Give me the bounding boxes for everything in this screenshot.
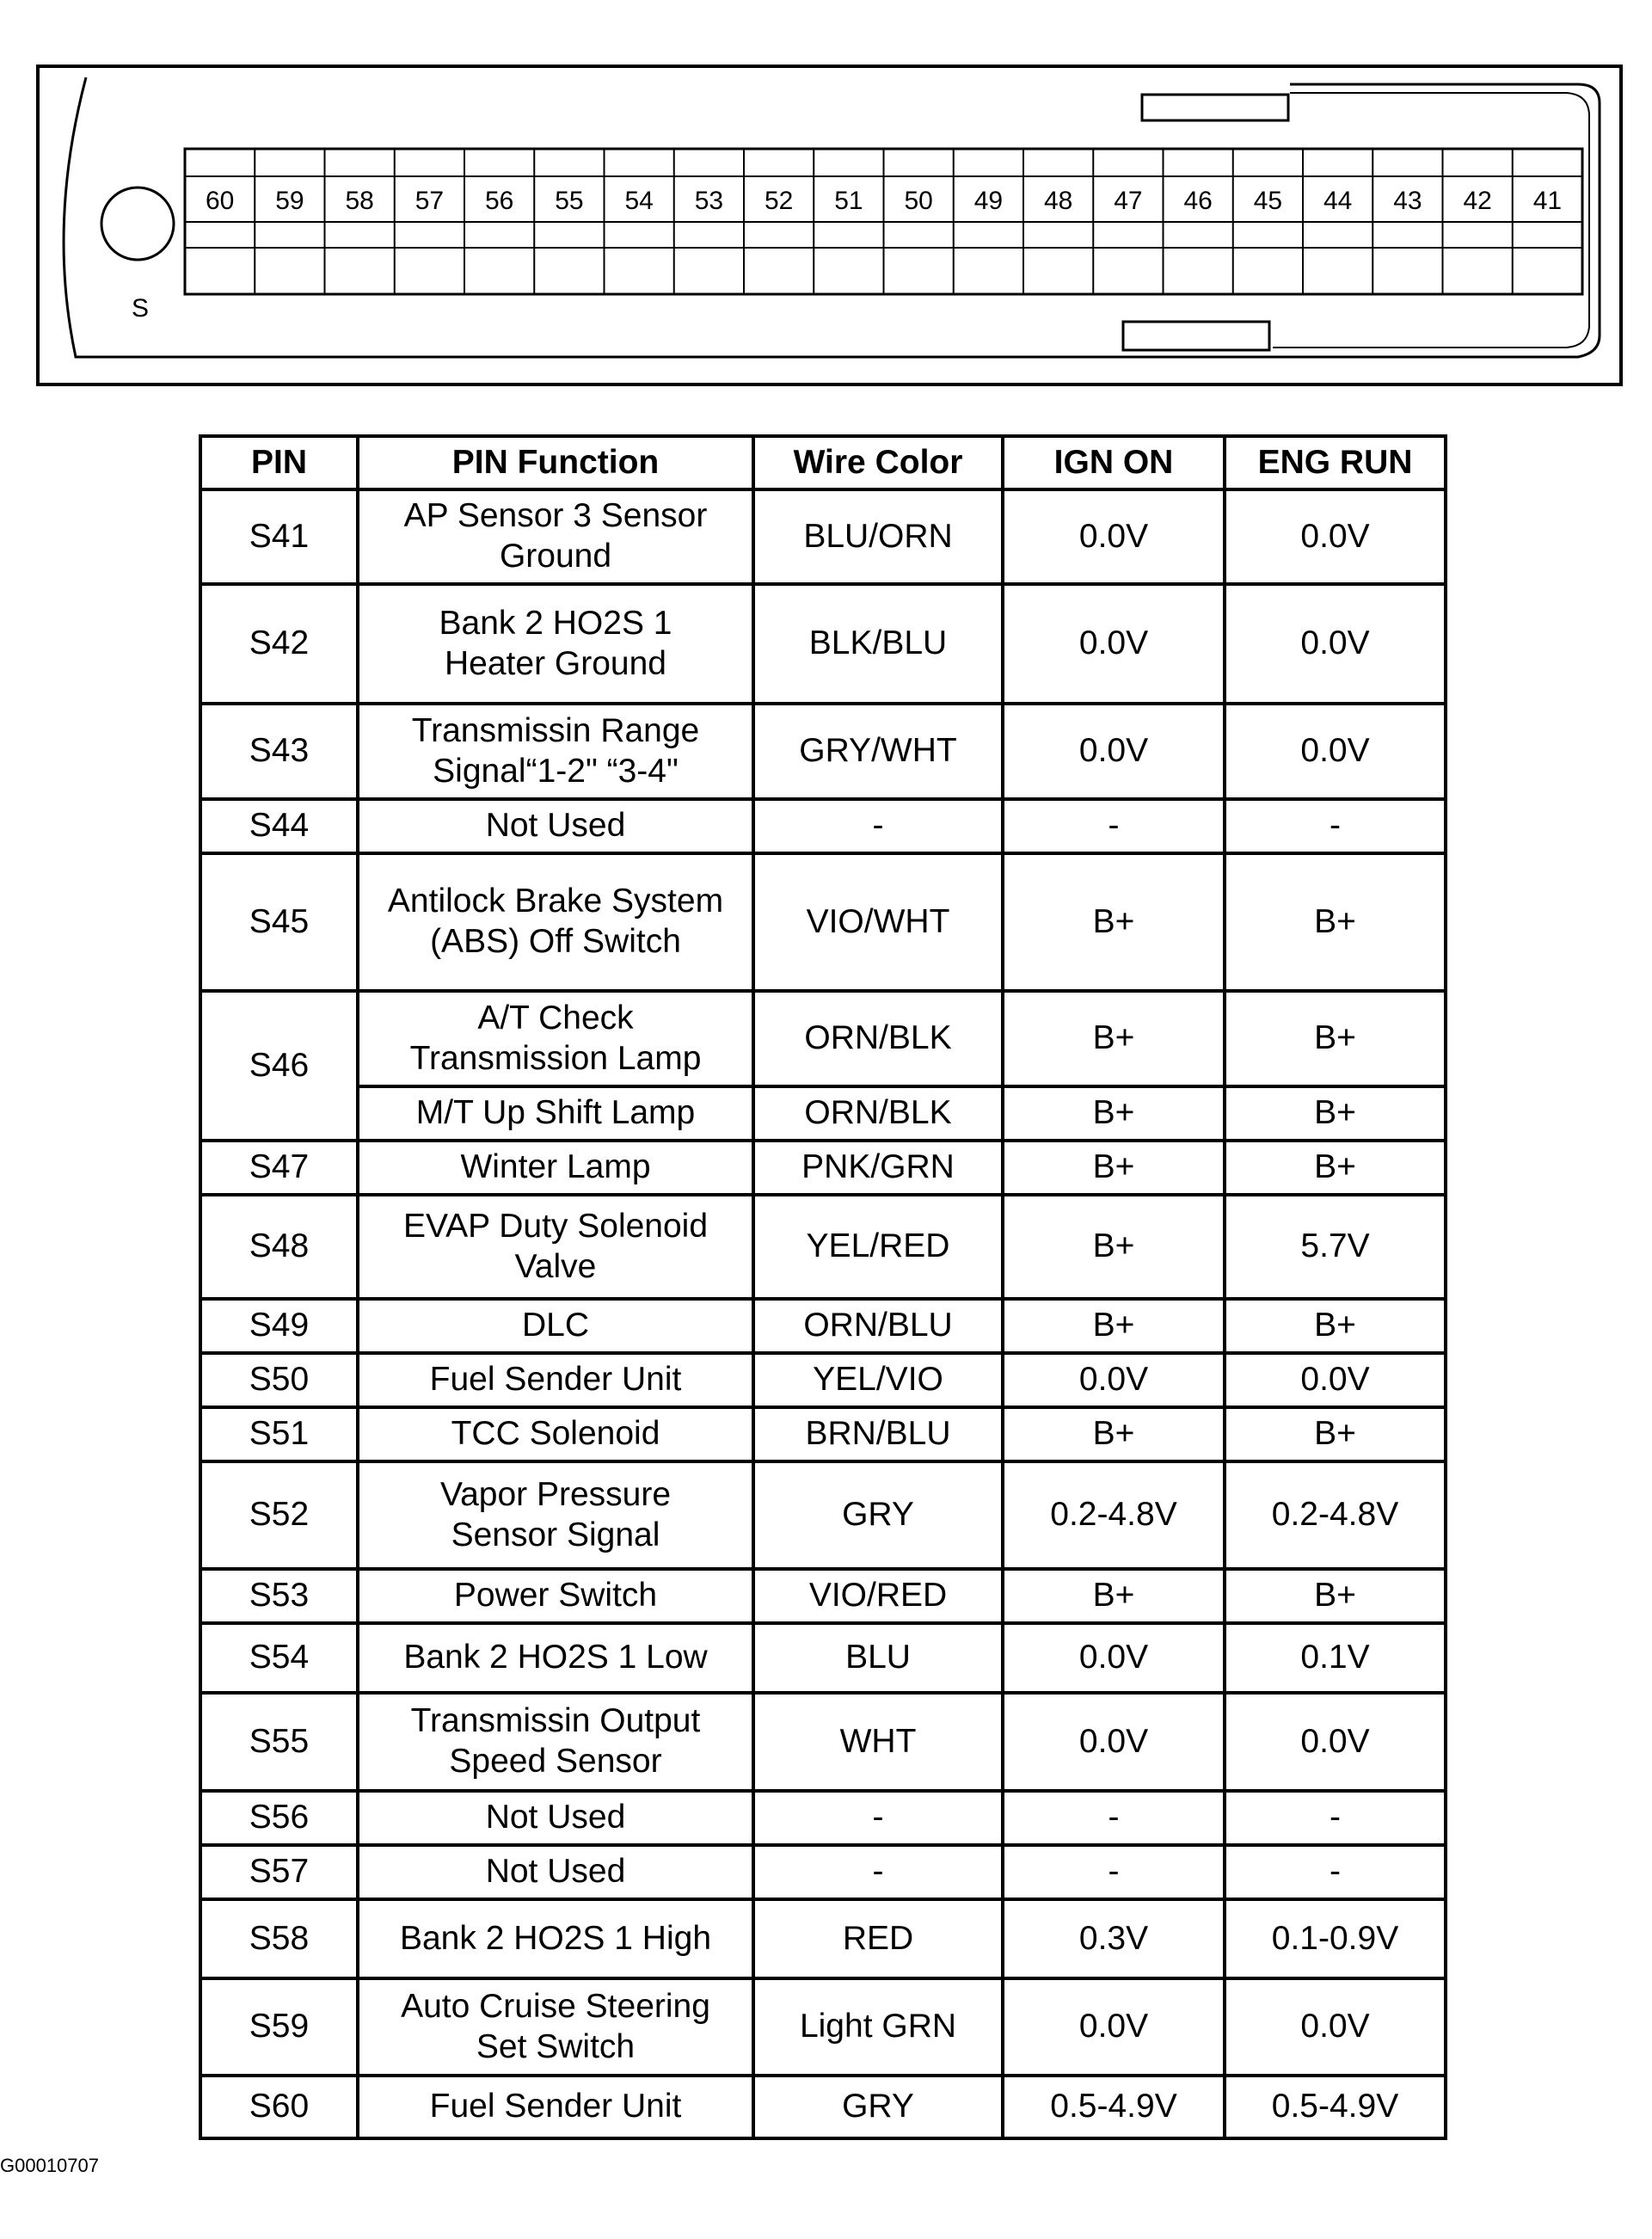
- pin-cell: S50: [200, 1353, 358, 1407]
- wire-color-cell: BRN/BLU: [753, 1407, 1003, 1461]
- ign-on-cell: B+: [1003, 991, 1225, 1086]
- table-row: [200, 1791, 1446, 1845]
- pin-function-cell: A/T Check Transmission Lamp: [358, 991, 753, 1086]
- eng-run-cell: B+: [1225, 1407, 1446, 1461]
- pin-function-cell: DLC: [358, 1299, 753, 1353]
- connector-diagram: [0, 0, 1652, 396]
- pin-cell: S42: [200, 584, 358, 704]
- table-header-row: [200, 436, 1446, 489]
- ign-on-cell: 0.5-4.9V: [1003, 2076, 1225, 2138]
- pin-number: 56: [484, 187, 514, 215]
- pin-function-cell: Fuel Sender Unit: [358, 2076, 753, 2138]
- ign-on-cell: -: [1003, 1791, 1225, 1845]
- pin-number: 55: [555, 187, 584, 215]
- eng-run-cell: B+: [1225, 1141, 1446, 1195]
- table-row: [200, 1845, 1446, 1899]
- wire-color-cell: GRY/WHT: [753, 704, 1003, 799]
- table-row: [200, 799, 1446, 853]
- pin-number: 49: [973, 187, 1004, 215]
- table-row: [200, 991, 1446, 1086]
- ign-on-cell: 0.0V: [1003, 1623, 1225, 1693]
- pin-function-cell: Winter Lamp: [358, 1141, 753, 1195]
- pin-function-cell: Antilock Brake System (ABS) Off Switch: [358, 853, 753, 991]
- pin-cell: S44: [200, 799, 358, 853]
- table-row: [200, 1623, 1446, 1693]
- connector-bottom-key: [1123, 322, 1269, 350]
- table-row: [200, 584, 1446, 704]
- connector-label: S: [132, 294, 150, 323]
- ign-on-cell: 0.0V: [1003, 584, 1225, 704]
- eng-run-cell: B+: [1225, 1086, 1446, 1141]
- wire-color-cell: -: [753, 1845, 1003, 1899]
- eng-run-cell: 0.0V: [1225, 1978, 1446, 2076]
- pin-cell: S59: [200, 1978, 358, 2076]
- connector-top-latch: [1142, 95, 1288, 120]
- pin-cell: S52: [200, 1461, 358, 1569]
- pin-number: 52: [764, 187, 794, 215]
- table-row: [200, 2076, 1446, 2138]
- wire-color-cell: BLK/BLU: [753, 584, 1003, 704]
- eng-run-cell: 0.0V: [1225, 584, 1446, 704]
- eng-run-cell: 0.0V: [1225, 489, 1446, 584]
- ign-on-cell: 0.0V: [1003, 1353, 1225, 1407]
- wire-color-cell: PNK/GRN: [753, 1141, 1003, 1195]
- pin-number: 59: [275, 187, 304, 215]
- pin-cell: S47: [200, 1141, 358, 1195]
- header-pin-function: PIN Function: [358, 436, 753, 489]
- table-row: [200, 1978, 1446, 2076]
- ign-on-cell: 0.0V: [1003, 489, 1225, 584]
- table-row: [200, 489, 1446, 584]
- wire-color-cell: YEL/VIO: [753, 1353, 1003, 1407]
- pin-number: 60: [205, 187, 235, 215]
- wire-color-cell: VIO/RED: [753, 1569, 1003, 1623]
- pin-function-cell: Bank 2 HO2S 1 Low: [358, 1623, 753, 1693]
- eng-run-cell: B+: [1225, 991, 1446, 1086]
- wire-color-cell: BLU: [753, 1623, 1003, 1693]
- pin-table: [199, 434, 1447, 2140]
- ign-on-cell: 0.2-4.8V: [1003, 1461, 1225, 1569]
- eng-run-cell: 0.1V: [1225, 1623, 1446, 1693]
- eng-run-cell: 0.0V: [1225, 1353, 1446, 1407]
- pin-number: 57: [415, 187, 445, 215]
- pin-number: 48: [1043, 187, 1073, 215]
- table-row: [200, 1899, 1446, 1978]
- table-row: [200, 1086, 1446, 1141]
- wire-color-cell: GRY: [753, 2076, 1003, 2138]
- pin-cell: S45: [200, 853, 358, 991]
- eng-run-cell: 0.5-4.9V: [1225, 2076, 1446, 2138]
- pin-number: 47: [1114, 187, 1143, 215]
- pin-cell: S53: [200, 1569, 358, 1623]
- pin-cell: S51: [200, 1407, 358, 1461]
- wire-color-cell: WHT: [753, 1693, 1003, 1791]
- table-row: [200, 1195, 1446, 1299]
- pin-function-cell: Auto Cruise Steering Set Switch: [358, 1978, 753, 2076]
- pin-cell: S48: [200, 1195, 358, 1299]
- pin-cell: S60: [200, 2076, 358, 2138]
- pin-function-cell: TCC Solenoid: [358, 1407, 753, 1461]
- ign-on-cell: B+: [1003, 1086, 1225, 1141]
- ign-on-cell: B+: [1003, 1141, 1225, 1195]
- figure-code: G00010707: [0, 2155, 99, 2176]
- eng-run-cell: B+: [1225, 1299, 1446, 1353]
- eng-run-cell: -: [1225, 799, 1446, 853]
- ign-on-cell: 0.0V: [1003, 704, 1225, 799]
- eng-run-cell: 0.0V: [1225, 704, 1446, 799]
- pin-function-cell: Not Used: [358, 799, 753, 853]
- pin-number: 51: [834, 187, 863, 215]
- pin-function-cell: AP Sensor 3 Sensor Ground: [358, 489, 753, 584]
- table-row: [200, 1569, 1446, 1623]
- header-wire-color: Wire Color: [753, 436, 1003, 489]
- wire-color-cell: ORN/BLK: [753, 991, 1003, 1086]
- pin-cell: S58: [200, 1899, 358, 1978]
- pin-function-cell: M/T Up Shift Lamp: [358, 1086, 753, 1141]
- wire-color-cell: VIO/WHT: [753, 853, 1003, 991]
- eng-run-cell: 0.2-4.8V: [1225, 1461, 1446, 1569]
- pin-cell: S56: [200, 1791, 358, 1845]
- wire-color-cell: BLU/ORN: [753, 489, 1003, 584]
- pin-number: 43: [1393, 187, 1422, 215]
- pin-number: 42: [1463, 187, 1492, 215]
- ign-on-cell: B+: [1003, 1407, 1225, 1461]
- eng-run-cell: 5.7V: [1225, 1195, 1446, 1299]
- connector-locating-hole: [101, 188, 174, 260]
- header-eng-run: ENG RUN: [1225, 436, 1446, 489]
- pin-cell: S54: [200, 1623, 358, 1693]
- wire-color-cell: GRY: [753, 1461, 1003, 1569]
- ign-on-cell: B+: [1003, 1299, 1225, 1353]
- table-row: [200, 1407, 1446, 1461]
- header-ign-on: IGN ON: [1003, 436, 1225, 489]
- table-row: [200, 1299, 1446, 1353]
- wire-color-cell: ORN/BLU: [753, 1299, 1003, 1353]
- pin-function-cell: Transmissin Output Speed Sensor: [358, 1693, 753, 1791]
- pin-function-cell: Vapor Pressure Sensor Signal: [358, 1461, 753, 1569]
- ign-on-cell: B+: [1003, 853, 1225, 991]
- pin-cell: S46: [200, 991, 358, 1141]
- wire-color-cell: -: [753, 1791, 1003, 1845]
- eng-run-cell: B+: [1225, 853, 1446, 991]
- pin-function-cell: Transmissin Range Signal“1-2" “3-4": [358, 704, 753, 799]
- pin-function-cell: Bank 2 HO2S 1 High: [358, 1899, 753, 1978]
- wire-color-cell: RED: [753, 1899, 1003, 1978]
- table-row: [200, 1461, 1446, 1569]
- pin-function-cell: EVAP Duty Solenoid Valve: [358, 1195, 753, 1299]
- ign-on-cell: 0.0V: [1003, 1693, 1225, 1791]
- ign-on-cell: B+: [1003, 1195, 1225, 1299]
- eng-run-cell: -: [1225, 1845, 1446, 1899]
- pin-number: 45: [1253, 187, 1283, 215]
- pin-function-cell: Fuel Sender Unit: [358, 1353, 753, 1407]
- connector-frame: [38, 66, 1621, 384]
- ign-on-cell: B+: [1003, 1569, 1225, 1623]
- pin-cell: S41: [200, 489, 358, 584]
- wire-color-cell: YEL/RED: [753, 1195, 1003, 1299]
- pin-function-cell: Not Used: [358, 1791, 753, 1845]
- connector-housing-inner: [1273, 93, 1589, 348]
- pin-number: 44: [1323, 187, 1353, 215]
- eng-run-cell: B+: [1225, 1569, 1446, 1623]
- table-row: [200, 1141, 1446, 1195]
- ign-on-cell: 0.0V: [1003, 1978, 1225, 2076]
- table-row: [200, 853, 1446, 991]
- connector-housing-outline: [64, 77, 1600, 357]
- pin-cell: S55: [200, 1693, 358, 1791]
- wire-color-cell: Light GRN: [753, 1978, 1003, 2076]
- table-row: [200, 704, 1446, 799]
- pin-function-cell: Power Switch: [358, 1569, 753, 1623]
- pin-cell: S49: [200, 1299, 358, 1353]
- header-pin: PIN: [200, 436, 358, 489]
- pin-number: 53: [694, 187, 724, 215]
- pin-cell: S57: [200, 1845, 358, 1899]
- table-row: [200, 1353, 1446, 1407]
- ign-on-cell: -: [1003, 799, 1225, 853]
- pin-number: 50: [904, 187, 933, 215]
- eng-run-cell: 0.1-0.9V: [1225, 1899, 1446, 1978]
- table-row: [200, 1693, 1446, 1791]
- pin-function-cell: Bank 2 HO2S 1 Heater Ground: [358, 584, 753, 704]
- eng-run-cell: -: [1225, 1791, 1446, 1845]
- wire-color-cell: ORN/BLK: [753, 1086, 1003, 1141]
- pin-number: 46: [1183, 187, 1213, 215]
- wire-color-cell: -: [753, 799, 1003, 853]
- pin-number: 41: [1532, 187, 1563, 215]
- eng-run-cell: 0.0V: [1225, 1693, 1446, 1791]
- pin-grid: [185, 149, 1582, 294]
- pin-number: 58: [345, 187, 374, 215]
- ign-on-cell: 0.3V: [1003, 1899, 1225, 1978]
- pin-cell: S43: [200, 704, 358, 799]
- ign-on-cell: -: [1003, 1845, 1225, 1899]
- pin-function-cell: Not Used: [358, 1845, 753, 1899]
- pin-number: 54: [624, 187, 654, 215]
